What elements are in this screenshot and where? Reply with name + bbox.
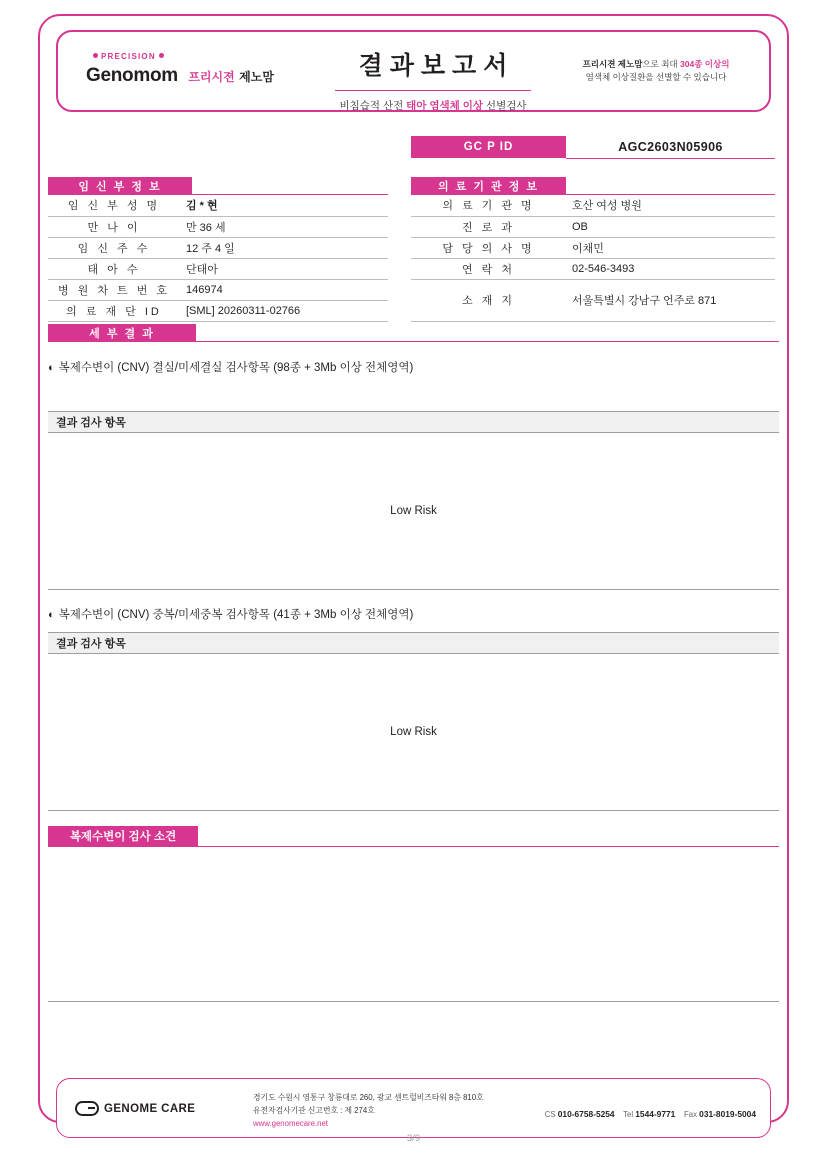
details-section-header: 세 부 결 과 — [48, 324, 196, 341]
cnv-duplication-label: 복제수변이 (CNV) 중복/미세중복 검사항목 (41종 + 3Mb 이상 전체영역) — [58, 609, 414, 621]
gcpid-value: AGC2603N05906 — [618, 140, 723, 154]
brand-name: Genomom — [86, 65, 178, 86]
note-mid: 으로 최대 — [642, 59, 681, 69]
row-key: 의 료 기 관 명 — [411, 195, 566, 216]
row-value: 이채민 — [566, 237, 775, 258]
note-brand: 프리시젼 제노맘 — [582, 59, 643, 69]
header-note — [561, 58, 751, 84]
gcpid-label: GC P ID — [411, 136, 566, 158]
subtitle-pre: 비침습적 산전 — [339, 100, 407, 112]
gcpid-row — [411, 136, 775, 158]
subtitle-post: 선별검사 — [483, 100, 527, 112]
cnv-duplication-result-value: Low Risk — [48, 654, 779, 811]
dot-left-icon — [93, 53, 98, 58]
table-row — [411, 279, 775, 321]
row-key: 연 락 처 — [411, 258, 566, 279]
cnv-deletion-result-value: Low Risk — [48, 433, 779, 590]
table-row — [48, 237, 388, 258]
row-value: [SML] 20260311-02766 — [180, 300, 388, 321]
table-row — [48, 300, 388, 321]
precision-label: PRECISION — [101, 52, 156, 61]
patient-info-table — [48, 195, 388, 322]
row-key: 임 신 주 수 — [48, 237, 180, 258]
table-row — [411, 237, 775, 258]
row-key: 진 로 과 — [411, 216, 566, 237]
report-footer — [56, 1078, 771, 1138]
cs-label: CS — [544, 1110, 556, 1119]
bullet-icon: ◐ — [48, 609, 55, 621]
details-section-divider — [48, 341, 779, 342]
footer-website-link[interactable]: www.genomecare.net — [253, 1118, 328, 1128]
row-key: 담 당 의 사 명 — [411, 237, 566, 258]
note-highlight: 304종 이상의 — [680, 59, 730, 69]
brand-logo — [80, 52, 290, 87]
row-value: 02-546-3493 — [566, 258, 775, 279]
genome-care-name: GENOME CARE — [104, 1102, 196, 1115]
row-value: 단태아 — [180, 258, 388, 279]
title-divider — [335, 90, 531, 91]
precision-tagline — [90, 52, 290, 61]
row-value: OB — [566, 216, 775, 237]
table-row — [411, 258, 775, 279]
footer-contacts — [545, 1109, 756, 1119]
table-row — [48, 258, 388, 279]
footer-address-line2: 유전자검사기관 신고번호 : 제 274호 — [253, 1105, 375, 1115]
header-note-line2: 염색체 이상질환을 선별할 수 있습니다 — [585, 72, 727, 83]
tel-value: 1544-9771 — [635, 1109, 676, 1119]
footer-address-line1: 경기도 수원시 영통구 창룡대로 260, 광교 센트럴비즈타워 8층 810호 — [253, 1093, 484, 1102]
brand-sub-kr: 프리시젼 — [188, 70, 235, 84]
table-row — [48, 195, 388, 216]
bullet-icon: ◐ — [48, 362, 55, 374]
page-title: 결과보고서 — [358, 52, 515, 80]
fax-label: Fax — [684, 1110, 697, 1119]
genome-care-logo — [75, 1101, 195, 1116]
cs-value: 010-6758-5254 — [557, 1109, 615, 1119]
row-key: 만 나 이 — [48, 216, 180, 237]
brand-sub-kr2: 제노맘 — [239, 70, 274, 84]
table-row — [411, 216, 775, 237]
title-block — [298, 46, 568, 113]
hospital-info-table — [411, 195, 775, 322]
footer-address — [253, 1092, 484, 1131]
cnv-duplication-result-header: 결과 검사 항목 — [48, 632, 779, 654]
brand-row — [86, 65, 290, 87]
tel-label: Tel — [623, 1110, 634, 1119]
row-value: 만 36 세 — [180, 216, 388, 237]
row-value: 김 * 현 — [180, 195, 388, 216]
hospital-section-header: 의 료 기 관 정 보 — [411, 177, 566, 194]
opinion-text — [48, 846, 779, 1002]
opinion-section-header: 복제수변이 검사 소견 — [48, 826, 198, 846]
table-row — [48, 216, 388, 237]
gcpid-underline — [566, 158, 775, 159]
subtitle-highlight: 태아 염색체 이상 — [406, 100, 484, 112]
dot-right-icon — [159, 53, 164, 58]
fax-value: 031-8019-5004 — [699, 1109, 756, 1119]
row-value: 12 주 4 일 — [180, 237, 388, 258]
cnv-deletion-label: 복제수변이 (CNV) 결실/미세결실 검사항목 (98종 + 3Mb 이상 전체영역) — [58, 362, 414, 374]
patient-section-header: 임 신 부 정 보 — [48, 177, 192, 194]
row-key: 임 신 부 성 명 — [48, 195, 180, 216]
report-header — [56, 30, 771, 112]
table-row — [411, 195, 775, 216]
row-value: 호산 여성 병원 — [566, 195, 775, 216]
cnv-deletion-bullet — [48, 359, 413, 375]
table-row — [48, 279, 388, 300]
row-key: 태 아 수 — [48, 258, 180, 279]
cnv-duplication-bullet — [48, 606, 413, 622]
row-value: 146974 — [180, 279, 388, 300]
row-key: 병 원 차 트 번 호 — [48, 279, 180, 300]
row-value: 서울특별시 강남구 언주로 871 — [566, 279, 775, 321]
page-subtitle — [298, 98, 568, 113]
row-key: 의 료 재 단 ID — [48, 300, 180, 321]
genome-care-mark-icon — [75, 1101, 99, 1116]
page-number: 3/9 — [406, 1133, 421, 1144]
cnv-deletion-result-header: 결과 검사 항목 — [48, 411, 779, 433]
row-key: 소 재 지 — [411, 279, 566, 321]
header-note-line1 — [561, 58, 751, 71]
